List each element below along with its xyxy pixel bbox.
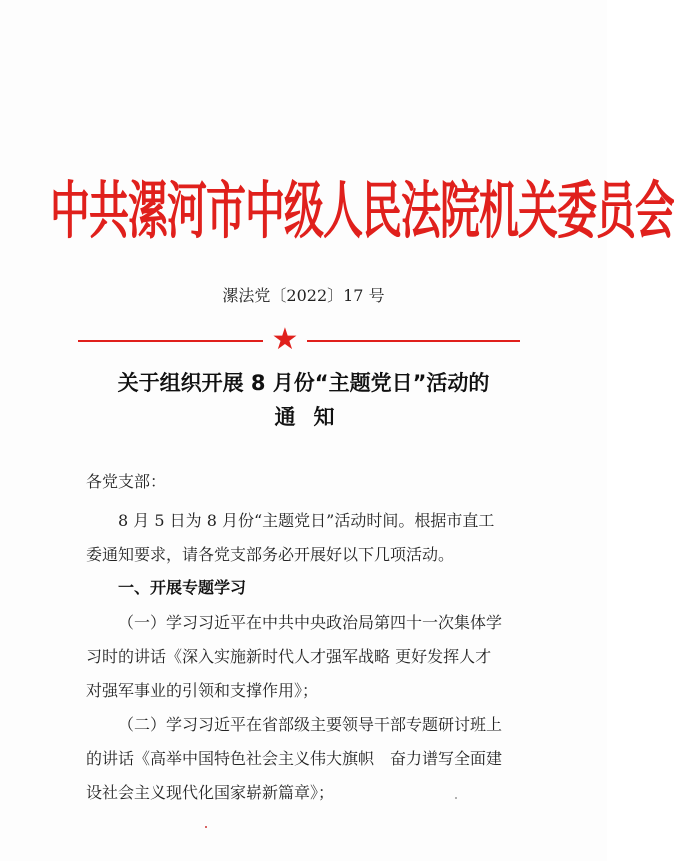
paragraph-1-line-1: 8 月 5 日为 8 月份“主题党日”活动时间。根据市直工	[118, 511, 495, 530]
item-2-line-1: （二）学习习近平在省部级主要领导干部专题研讨班上	[118, 715, 503, 734]
red-divider-right	[307, 340, 520, 342]
item-2-line-3: 设社会主义现代化国家崭新篇章》；	[86, 783, 335, 802]
section-heading-1: 一、开展专题学习	[118, 578, 247, 597]
salutation: 各党支部：	[86, 472, 167, 491]
scan-speck	[455, 797, 457, 799]
document-number: 漯法党〔2022〕17 号	[222, 286, 385, 305]
item-1-line-3: 对强军事业的引领和支撑作用》；	[86, 681, 319, 700]
paragraph-1-line-2: 委通知要求，请各党支部务必开展好以下几项活动。	[86, 545, 455, 564]
star-icon: ★	[271, 322, 299, 357]
org-red-header: 中共漯河市中级人民法院机关委员会	[50, 174, 674, 248]
scan-speck	[205, 826, 207, 828]
item-1-line-2: 习时的讲话《深入实施新时代人才强军战略 更好发挥人才	[86, 647, 492, 666]
item-2-line-2: 的讲话《高举中国特色社会主义伟大旗帜 奋力谱写全面建	[86, 749, 503, 768]
notice-title: 关于组织开展 8 月份“主题党日”活动的	[117, 371, 490, 395]
notice-title-continued: 通知	[274, 405, 353, 429]
red-divider-left	[78, 340, 263, 342]
item-1-line-1: （一）学习习近平在中共中央政治局第四十一次集体学	[118, 613, 503, 632]
